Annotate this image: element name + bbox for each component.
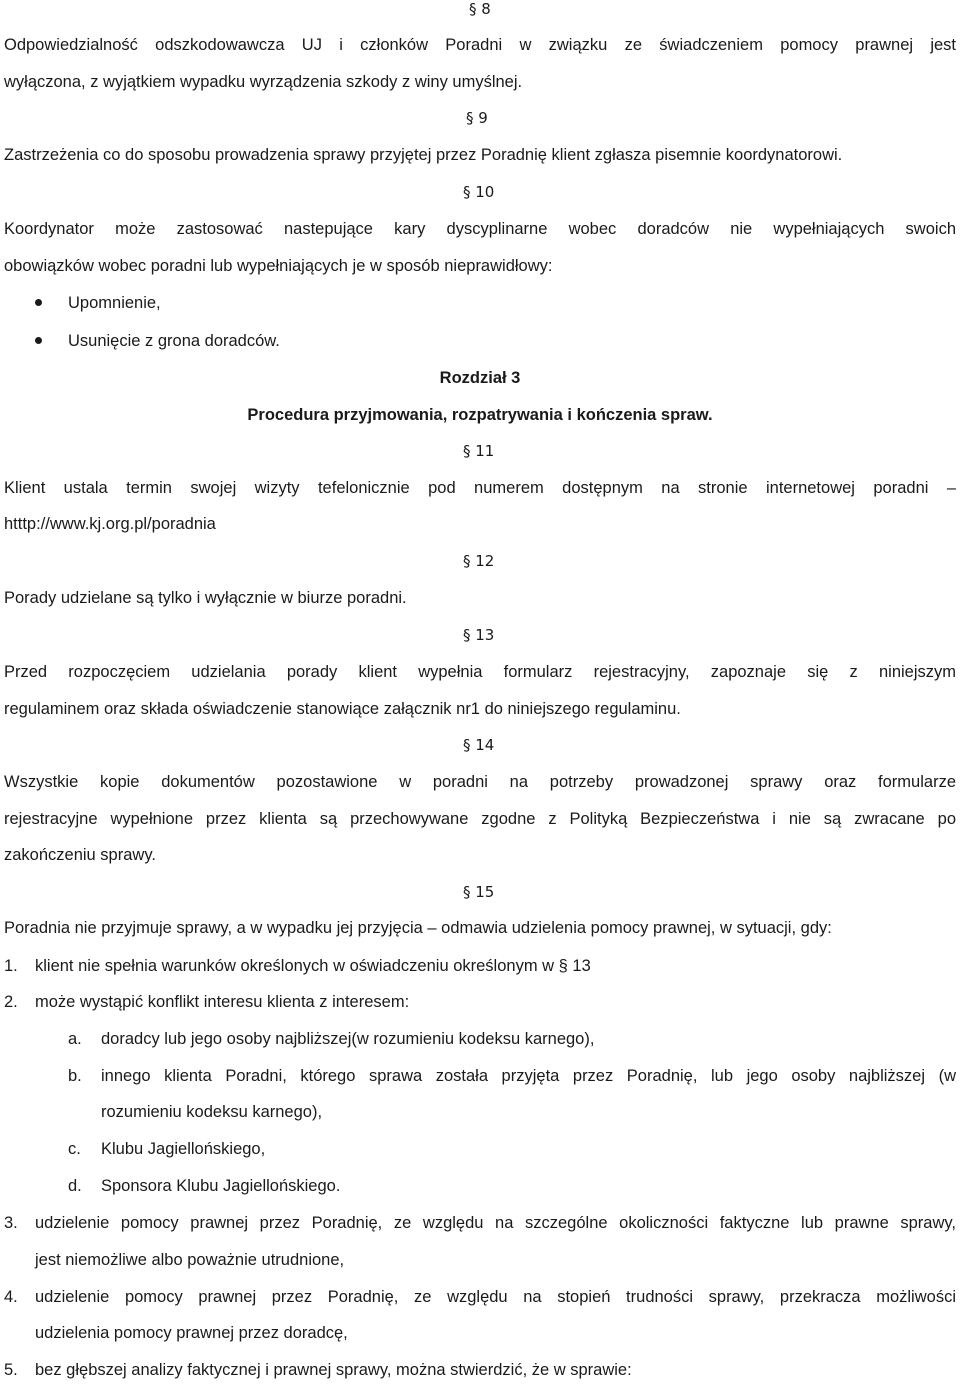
chapter-title: Rozdział 3 xyxy=(439,369,521,387)
section-heading-14: § 14 xyxy=(463,736,495,754)
sub-item-letter: b. xyxy=(68,1067,82,1085)
list-item-4-line-2: udzielenia pomocy prawnej przez doradcę, xyxy=(35,1324,348,1342)
section-heading-13: § 13 xyxy=(463,626,495,644)
paragraph-10-line-2: obowiązków wobec poradni lub wypełniających je w sposób nieprawidłowy: xyxy=(4,257,553,275)
paragraph-13-line-2: regulaminem oraz składa oświadczenie stanowiące załącznik nr1 do niniejszego regulaminu. xyxy=(4,700,681,718)
list-item-3-line-2: jest niemożliwe albo poważnie utrudnione, xyxy=(35,1251,345,1269)
paragraph-13-line-1: Przed rozpoczęciem udzielania porady klient wypełnia formularz rejestracyjny, zapoznaje się z niniejszym xyxy=(4,663,956,681)
bullet-item-usuniecie: Usunięcie z grona doradców. xyxy=(68,332,280,350)
list-item-4-line-1: udzielenie pomocy prawnej przez Poradnię, ze względu na stopień trudności sprawy, przekracza możliwości xyxy=(35,1288,956,1306)
list-item-1-text: klient nie spełnia warunków określonych w oświadczeniu określonym w § 13 xyxy=(35,957,591,975)
section-heading-10: § 10 xyxy=(463,183,495,201)
bullet-icon xyxy=(35,299,42,306)
section-heading-15: § 15 xyxy=(463,883,495,901)
paragraph-12-line-1: Porady udzielane są tylko i wyłącznie w biurze poradni. xyxy=(4,589,407,607)
list-item-3-line-1: udzielenie pomocy prawnej przez Poradnię, ze względu na szczególne okoliczności faktyczne lub prawne sprawy, xyxy=(35,1214,956,1232)
paragraph-15-intro: Poradnia nie przyjmuje sprawy, a w wypadku jej przyjęcia – odmawia udzielenia pomocy prawnej, w sytuacji, gdy: xyxy=(4,919,832,937)
list-item-number: 1. xyxy=(4,957,18,975)
sub-item-d-text: Sponsora Klubu Jagiellońskiego. xyxy=(101,1177,341,1195)
bullet-item-upomnienie: Upomnienie, xyxy=(68,294,161,312)
list-item-number: 4. xyxy=(4,1288,18,1306)
sub-item-letter: a. xyxy=(68,1030,82,1048)
chapter-subtitle: Procedura przyjmowania, rozpatrywania i kończenia spraw. xyxy=(247,406,713,424)
sub-item-letter: c. xyxy=(68,1140,81,1158)
paragraph-9-line-1: Zastrzeżenia co do sposobu prowadzenia sprawy przyjętej przez Poradnię klient zgłasza pisemnie koordynatorowi. xyxy=(4,146,843,164)
sub-item-b-line-1: innego klienta Poradni, którego sprawa została przyjęta przez Poradnię, lub jego osoby najbliższej (w xyxy=(101,1067,956,1085)
list-item-number: 5. xyxy=(4,1361,18,1379)
list-item-number: 2. xyxy=(4,993,18,1011)
bullet-icon xyxy=(35,337,42,344)
section-heading-9: § 9 xyxy=(466,109,488,127)
list-item-number: 3. xyxy=(4,1214,18,1232)
section-heading-11: § 11 xyxy=(463,442,495,460)
sub-item-letter: d. xyxy=(68,1177,82,1195)
sub-item-c-text: Klubu Jagiellońskiego, xyxy=(101,1140,266,1158)
paragraph-14-line-2: rejestracyjne wypełnione przez klienta są przechowywane zgodne z Polityką Bezpieczeństwa i nie są zwracane po xyxy=(4,810,956,828)
paragraph-10-line-1: Koordynator może zastosować nastepujące kary dyscyplinarne wobec doradców nie wypełniających swoich xyxy=(4,220,956,238)
list-item-2-text: może wystąpić konflikt interesu klienta z interesem: xyxy=(35,993,410,1011)
paragraph-14-line-3: zakończeniu sprawy. xyxy=(4,846,156,864)
paragraph-8-line-1: Odpowiedzialność odszkodowawcza UJ i członków Poradni w związku ze świadczeniem pomocy prawnej jest xyxy=(4,36,956,54)
paragraph-8-line-2: wyłączona, z wyjątkiem wypadku wyrządzenia szkody z winy umyślnej. xyxy=(4,73,523,91)
paragraph-14-line-1: Wszystkie kopie dokumentów pozostawione w poradni na potrzeby prowadzonej sprawy oraz formularze xyxy=(4,773,956,791)
paragraph-11-line-1: Klient ustala termin swojej wizyty tefelonicznie pod numerem dostępnym na stronie internetowej poradni – xyxy=(4,479,956,497)
list-item-5-text: bez głębszej analizy faktycznej i prawnej sprawy, można stwierdzić, że w sprawie: xyxy=(35,1361,632,1379)
sub-item-b-line-2: rozumieniu kodeksu karnego), xyxy=(101,1103,323,1121)
section-heading-12: § 12 xyxy=(463,552,495,570)
sub-item-a-text: doradcy lub jego osoby najbliższej(w rozumieniu kodeksu karnego), xyxy=(101,1030,595,1048)
paragraph-11-line-2: htttp://www.kj.org.pl/poradnia xyxy=(4,515,216,533)
section-heading-8: § 8 xyxy=(469,0,491,18)
